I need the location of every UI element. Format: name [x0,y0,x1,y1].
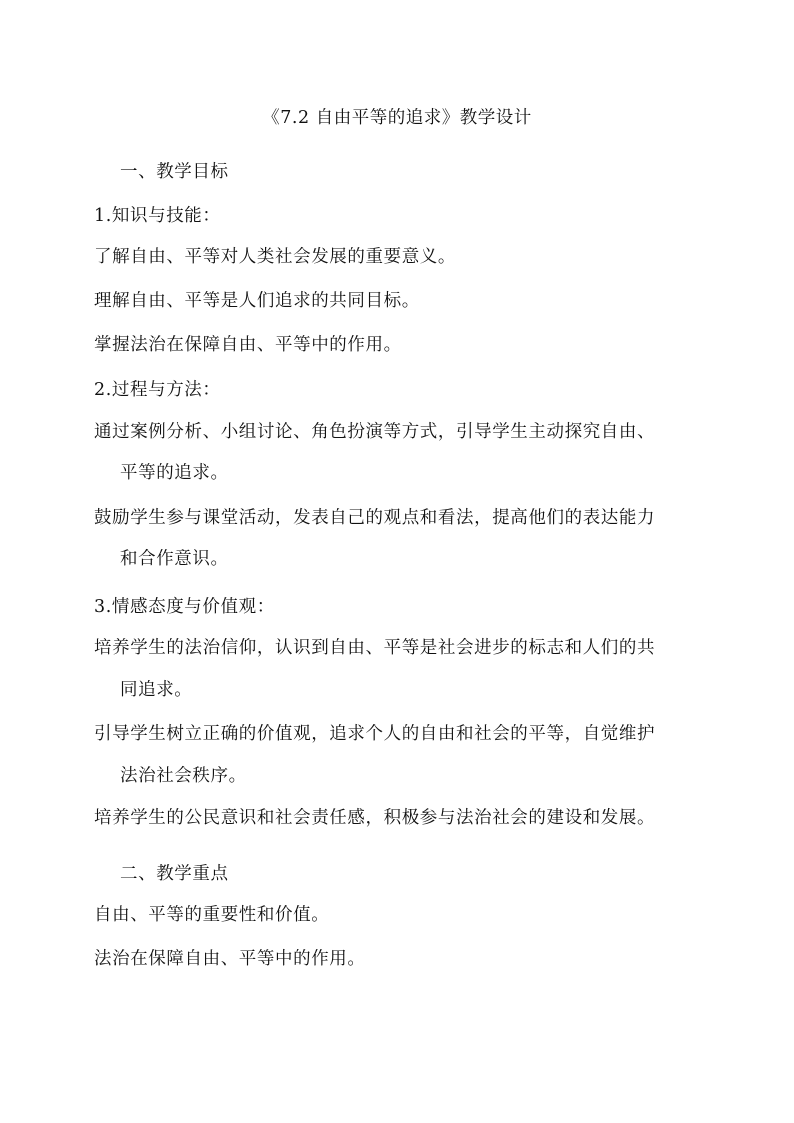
paragraph-line: 培养学生的法治信仰，认识到自由、平等是社会进步的标志和人们的共 [94,638,656,658]
paragraph: 自由、平等的重要性和价值。 [94,905,330,925]
paragraph-line: 同追求。 [120,680,193,700]
paragraph-line: 平等的追求。 [120,463,229,483]
paragraph-line: 和合作意识。 [120,549,229,569]
document-title: 《7.2 自由平等的追求》教学设计 [262,108,532,128]
paragraph: 理解自由、平等是人们追求的共同目标。 [94,291,420,311]
paragraph: 了解自由、平等对人类社会发展的重要意义。 [94,247,456,267]
paragraph-line: 鼓励学生参与课堂活动，发表自己的观点和看法，提高他们的表达能力 [94,508,656,528]
section-heading-key-points: 二、教学重点 [120,864,229,884]
paragraph-line: 通过案例分析、小组讨论、角色扮演等方式，引导学生主动探究自由、 [94,422,656,442]
paragraph-line: 引导学生树立正确的价值观，追求个人的自由和社会的平等，自觉维护 [94,724,656,744]
section-heading-objectives: 一、教学目标 [120,162,229,182]
paragraph: 法治在保障自由、平等中的作用。 [94,949,366,969]
paragraph: 掌握法治在保障自由、平等中的作用。 [94,335,402,355]
paragraph-line: 法治社会秩序。 [120,766,247,786]
subheading-knowledge-skills: 1.知识与技能： [94,206,221,226]
subheading-emotion-values: 3.情感态度与价值观： [94,597,275,617]
paragraph: 培养学生的公民意识和社会责任感，积极参与法治社会的建设和发展。 [94,808,656,828]
subheading-process-methods: 2.过程与方法： [94,380,221,400]
